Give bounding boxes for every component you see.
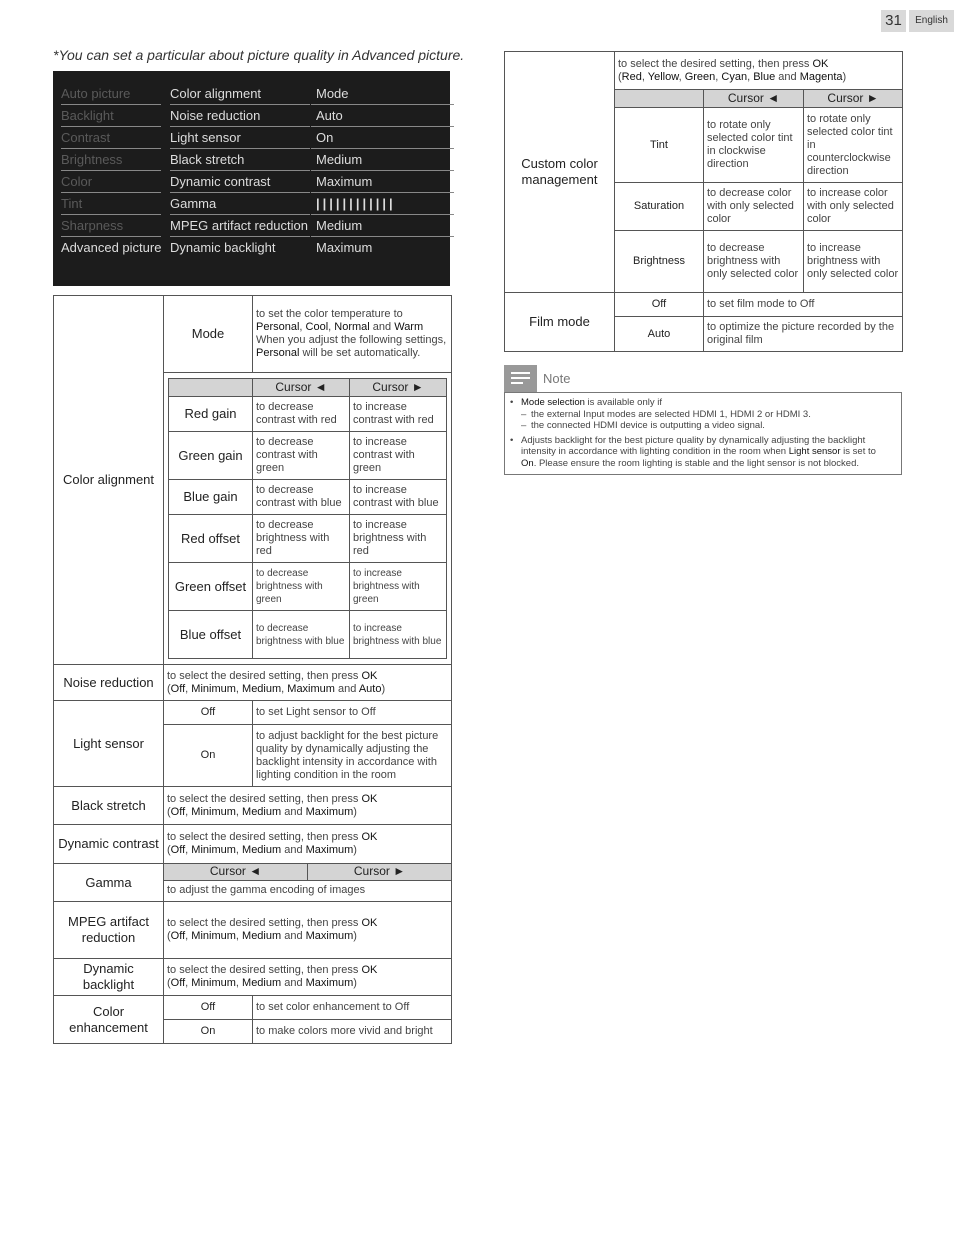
menu-row [59, 84, 444, 104]
custom-color-description: to select the desired setting, then press OK (Red, Yellow, Green, Cyan, Blue and Magenta) [615, 52, 903, 90]
tint-right: to rotate only selected color tint in counterclockwise direction [804, 108, 903, 183]
menu-value: Medium [311, 150, 454, 171]
saturation-left: to decrease color with only selected color [704, 183, 804, 231]
gamma-level-bars [311, 194, 454, 215]
color-enhancement-off-label: Off [164, 996, 253, 1020]
dynamic-contrast-label: Dynamic contrast [54, 825, 164, 864]
gamma-subtable [164, 864, 451, 901]
menu-value: On [311, 128, 454, 149]
menu-subitem-noise-reduction: Noise reduction [170, 106, 310, 127]
menu-row [59, 150, 444, 170]
menu-row [59, 216, 444, 236]
film-mode-auto-label: Auto [615, 317, 704, 352]
red-gain-label: Red gain [169, 397, 253, 432]
menu-subitem-gamma: Gamma [170, 194, 310, 215]
page-number: 31 [881, 10, 906, 32]
light-sensor-off-desc: to set Light sensor to Off [253, 701, 452, 725]
note-sub-2: – the connected HDMI device is outputting a video signal. [521, 420, 765, 431]
gamma-cell [164, 864, 452, 902]
dynamic-backlight-label: Dynamic backlight [54, 959, 164, 996]
color-enhancement-on-desc: to make colors more vivid and bright [253, 1020, 452, 1044]
mpeg-label: MPEG artifact reduction [54, 902, 164, 959]
gamma-cursor-right: Cursor ► [308, 864, 452, 880]
green-gain-right: to increase contrast with green [350, 432, 447, 480]
note-sub-1: – the external Input modes are selected HDMI 1, HDMI 2 or HDMI 3. [521, 408, 811, 420]
gamma-description: to adjust the gamma encoding of images [167, 884, 366, 897]
menu-value: Maximum [311, 172, 454, 193]
menu-row [59, 194, 444, 214]
menu-item-color: Color [61, 172, 161, 193]
menu-value: Auto [311, 106, 454, 127]
menu-row [59, 172, 444, 192]
mode-description: to set the color temperature to Personal, Cool, Normal and Warm When you adjust the following settings, Personal will be set automatically. [253, 296, 452, 373]
menu-subitem-dynamic-backlight: Dynamic backlight [170, 240, 276, 255]
mpeg-description: to select the desired setting, then press OK (Off, Minimum, Medium and Maximum) [164, 902, 452, 959]
film-mode-off-label: Off [615, 293, 704, 317]
blue-gain-left: to decrease contrast with blue [253, 480, 350, 515]
menu-subitem-light-sensor: Light sensor [170, 128, 310, 149]
menu-subitem-mpeg: MPEG artifact reduction [170, 216, 310, 237]
note-box [504, 365, 902, 475]
menu-value: Medium [311, 216, 454, 237]
light-sensor-off-label: Off [164, 701, 253, 725]
film-mode-label: Film mode [505, 293, 615, 352]
dynamic-contrast-description: to select the desired setting, then press OK (Off, Minimum, Medium and Maximum) [164, 825, 452, 864]
red-offset-right: to increase brightness with red [350, 515, 447, 563]
green-offset-label: Green offset [169, 563, 253, 611]
gamma-bars: |||||||||||| [316, 194, 396, 215]
film-mode-off-desc: to set film mode to Off [704, 293, 903, 317]
blue-gain-right: to increase contrast with blue [350, 480, 447, 515]
brightness-left: to decrease brightness with only selected color [704, 231, 804, 293]
blue-offset-right: to increase brightness with blue [350, 611, 447, 659]
advanced-picture-table [53, 295, 452, 1044]
brightness-right: to increase brightness with only selected color [804, 231, 903, 293]
note-title: Note [543, 371, 571, 386]
light-sensor-on-label: On [164, 725, 253, 787]
brightness-label: Brightness [615, 231, 704, 293]
color-enhancement-on-label: On [164, 1020, 253, 1044]
green-gain-left: to decrease contrast with green [253, 432, 350, 480]
saturation-right: to increase color with only selected color [804, 183, 903, 231]
cursor-right-header: Cursor ► [804, 90, 903, 108]
red-gain-left: to decrease contrast with red [253, 397, 350, 432]
dynamic-backlight-description: to select the desired setting, then press OK (Off, Minimum, Medium and Maximum) [164, 959, 452, 996]
blue-offset-left: to decrease brightness with blue [253, 611, 350, 659]
menu-item-advanced-picture: Advanced picture [61, 240, 161, 255]
saturation-label: Saturation [615, 183, 704, 231]
red-offset-label: Red offset [169, 515, 253, 563]
color-alignment-subtable [168, 378, 447, 659]
custom-color-label: Custom color management [505, 52, 615, 293]
menu-item-auto-picture: Auto picture [61, 84, 161, 105]
green-gain-label: Green gain [169, 432, 253, 480]
noise-reduction-label: Noise reduction [54, 665, 164, 701]
note-bullet-2: • Adjusts backlight for the best picture quality by dynamically adjusting the backlight intensity in accordance with lighting condition in the room when Light sensor is set to On. Please ensure the room lighting is stable and the light sensor is not blocked. [510, 434, 876, 469]
color-enhancement-label: Color enhancement [54, 996, 164, 1044]
red-offset-left: to decrease brightness with red [253, 515, 350, 563]
menu-row [59, 128, 444, 148]
menu-item-tint: Tint [61, 194, 161, 215]
note-body [504, 392, 902, 475]
note-header [504, 365, 902, 392]
empty-header [615, 90, 704, 108]
film-mode-auto-desc: to optimize the picture recorded by the original film [704, 317, 903, 352]
tint-left: to rotate only selected color tint in clockwise direction [704, 108, 804, 183]
gamma-cursor-left: Cursor ◄ [164, 864, 308, 880]
light-sensor-label: Light sensor [54, 701, 164, 787]
note-bullet-1: • Mode selection is available only if [510, 397, 663, 408]
menu-item-sharpness: Sharpness [61, 216, 161, 237]
note-icon [504, 365, 537, 392]
menu-item-contrast: Contrast [61, 128, 161, 149]
menu-subitem-black-stretch: Black stretch [170, 150, 310, 171]
cursor-right-header: Cursor ► [350, 379, 447, 397]
tint-label: Tint [615, 108, 704, 183]
mode-label: Mode [164, 296, 253, 373]
menu-subitem-dynamic-contrast: Dynamic contrast [170, 172, 310, 193]
intro-text: *You can set a particular about picture quality in Advanced picture. [53, 47, 465, 63]
advanced-picture-menu [53, 71, 450, 286]
blue-gain-label: Blue gain [169, 480, 253, 515]
menu-row [59, 238, 444, 258]
empty-header [169, 379, 253, 397]
cursor-left-header: Cursor ◄ [704, 90, 804, 108]
menu-row [59, 106, 444, 126]
noise-reduction-description: to select the desired setting, then press OK (Off, Minimum, Medium, Maximum and Auto) [164, 665, 452, 701]
menu-subitem-color-alignment: Color alignment [170, 84, 310, 105]
cursor-left-header: Cursor ◄ [253, 379, 350, 397]
language-label: English [909, 10, 954, 32]
menu-value: Mode [311, 84, 454, 105]
red-gain-right: to increase contrast with red [350, 397, 447, 432]
color-alignment-label: Color alignment [54, 296, 164, 665]
gamma-label: Gamma [54, 864, 164, 902]
menu-item-backlight: Backlight [61, 106, 161, 127]
color-enhancement-off-desc: to set color enhancement to Off [253, 996, 452, 1020]
green-offset-right: to increase brightness with green [350, 563, 447, 611]
color-alignment-subtable-cell [164, 373, 452, 665]
blue-offset-label: Blue offset [169, 611, 253, 659]
black-stretch-description: to select the desired setting, then press OK (Off, Minimum, Medium and Maximum) [164, 787, 452, 825]
black-stretch-label: Black stretch [54, 787, 164, 825]
light-sensor-on-desc: to adjust backlight for the best picture quality by dynamically adjusting the backlight intensity in accordance with lighting condition in the room [253, 725, 452, 787]
green-offset-left: to decrease brightness with green [253, 563, 350, 611]
custom-color-table [504, 51, 903, 352]
menu-value: Maximum [316, 240, 373, 255]
menu-item-brightness: Brightness [61, 150, 161, 171]
